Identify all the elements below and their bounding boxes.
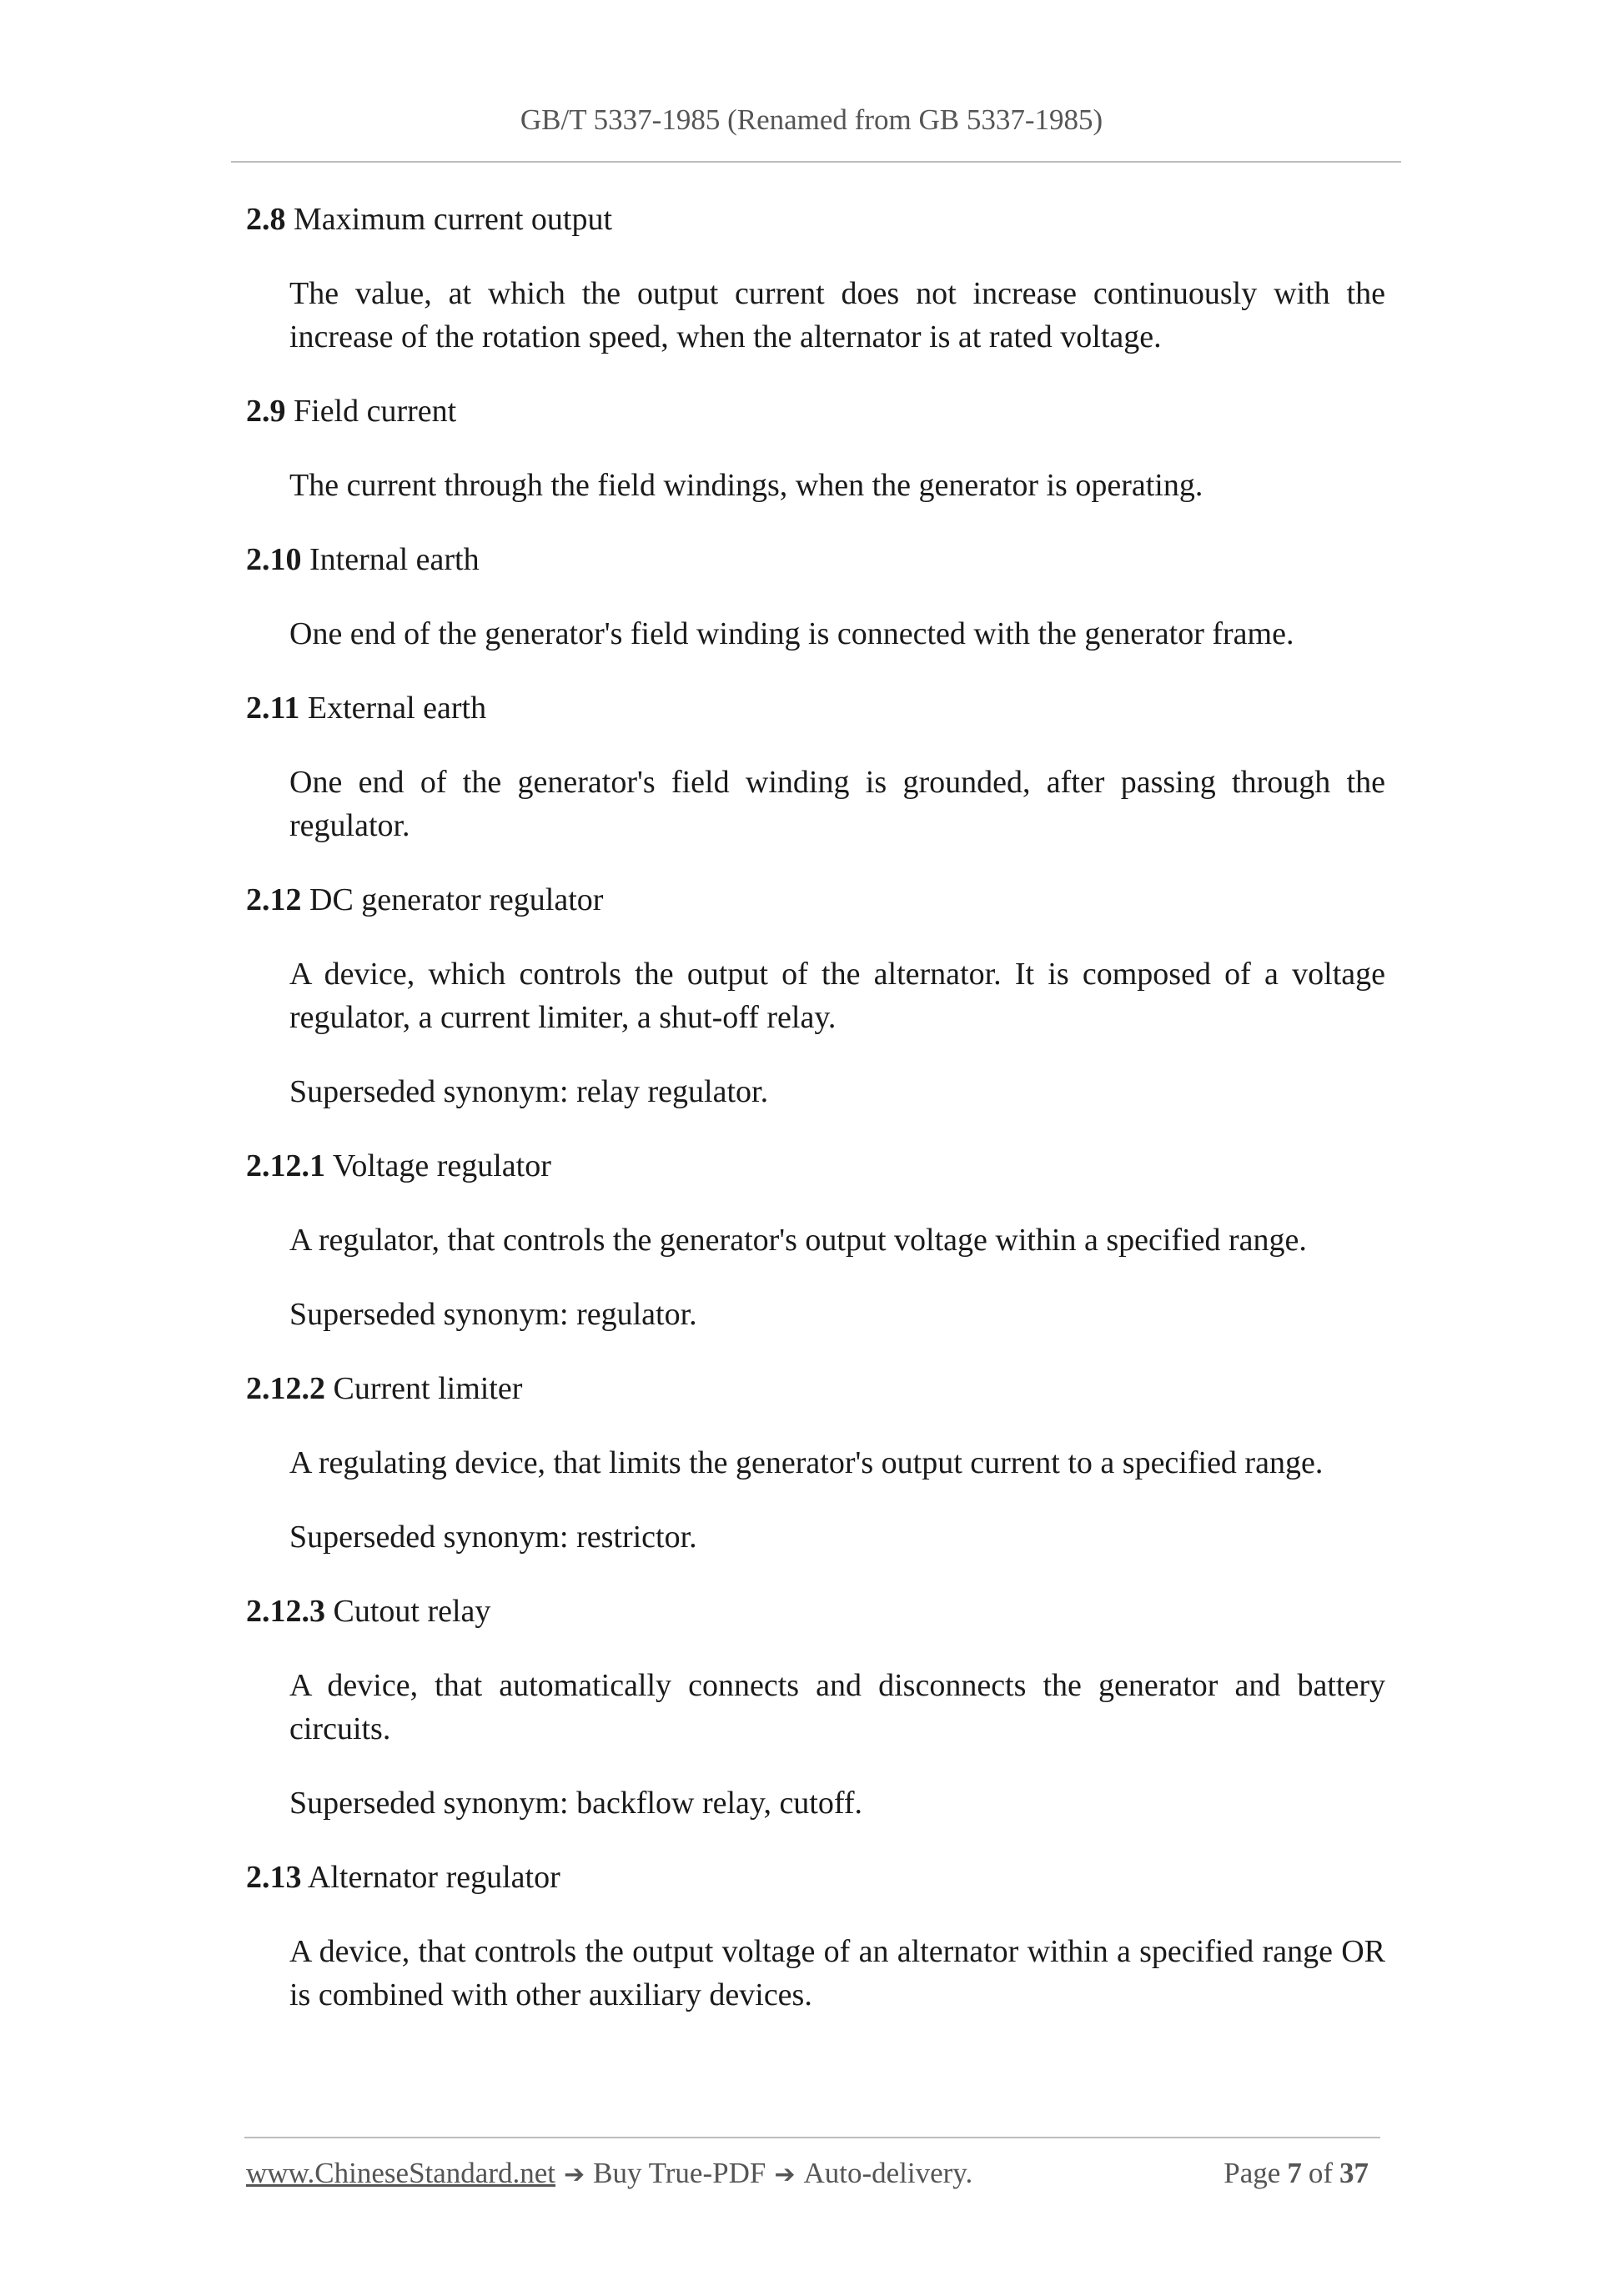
footer-left: [246, 2157, 972, 2190]
website-link[interactable]: www.ChineseStandard.net: [246, 2157, 555, 2189]
section-paragraph: One end of the generator's field winding is grounded, after passing through the regulator.: [289, 765, 1385, 843]
section-heading: [246, 389, 1385, 433]
section-title: Alternator regulator: [307, 1860, 560, 1895]
section-paragraph: A regulating device, that limits the generator's output current to a specified range.: [289, 1445, 1324, 1480]
section-heading: [246, 1367, 1385, 1410]
section-title: Internal earth: [309, 542, 480, 577]
page-label: Page: [1224, 2157, 1281, 2189]
section-number: 2.12.3: [246, 1594, 325, 1629]
section-number: 2.12.2: [246, 1371, 325, 1406]
section-paragraph: Superseded synonym: relay regulator.: [289, 1074, 769, 1109]
section-paragraph: Superseded synonym: restrictor.: [289, 1520, 697, 1555]
section-paragraph: A device, which controls the output of the alternator. It is composed of a voltage regulator, a current limiter, a shut-off relay.: [289, 957, 1385, 1035]
page-indicator: [1224, 2157, 1375, 2190]
section-title: Cutout relay: [333, 1594, 491, 1629]
section-title: Field current: [294, 394, 457, 429]
section-number: 2.11: [246, 691, 300, 726]
arrow-right-icon: ➔: [774, 2160, 796, 2189]
page-of-label: of: [1308, 2157, 1333, 2189]
section-title: Voltage regulator: [332, 1148, 551, 1183]
section-heading: [246, 538, 1385, 581]
section-number: 2.8: [246, 202, 286, 237]
section-paragraph: The current through the field windings, when the generator is operating.: [289, 468, 1203, 503]
section-paragraph: A regulator, that controls the generator's output voltage within a specified range.: [289, 1223, 1307, 1258]
section-paragraph: The value, at which the output current does not increase continuously with the increase of the rotation speed, when the alternator is at rated voltage.: [289, 276, 1385, 354]
section-number: 2.9: [246, 394, 286, 429]
section-paragraph: Superseded synonym: backflow relay, cutoff.: [289, 1786, 862, 1821]
section-number: 2.13: [246, 1860, 302, 1895]
footer-divider: [244, 2137, 1380, 2138]
header-divider: [231, 161, 1401, 163]
section-title: Current limiter: [333, 1371, 523, 1406]
section-heading: [246, 1856, 1385, 1899]
section-heading: [246, 686, 1385, 730]
footer-step-delivery: Auto-delivery.: [803, 2157, 973, 2189]
document-body: [246, 198, 1385, 2047]
section-heading: [246, 878, 1385, 922]
section-heading: [246, 198, 1385, 241]
section-heading: [246, 1590, 1385, 1633]
footer-step-buy: Buy True-PDF: [593, 2157, 766, 2189]
section-paragraph: A device, that automatically connects and disconnects the generator and battery circuits.: [289, 1668, 1385, 1746]
section-title: Maximum current output: [294, 202, 613, 237]
section-paragraph: A device, that controls the output voltage of an alternator within a specified range OR is combined with other auxiliary devices.: [289, 1934, 1385, 2012]
section-number: 2.10: [246, 542, 302, 577]
section-number: 2.12.1: [246, 1148, 325, 1183]
arrow-right-icon: ➔: [564, 2160, 585, 2189]
section-title: External earth: [307, 691, 487, 726]
section-paragraph: Superseded synonym: regulator.: [289, 1297, 697, 1332]
page-total: 37: [1339, 2157, 1369, 2189]
section-paragraph: One end of the generator's field winding is connected with the generator frame.: [289, 616, 1294, 651]
section-title: DC generator regulator: [309, 882, 604, 917]
section-heading: [246, 1144, 1385, 1188]
page-footer: [246, 2157, 1375, 2190]
page-current: 7: [1287, 2157, 1302, 2189]
section-number: 2.12: [246, 882, 302, 917]
page-header: GB/T 5337-1985 (Renamed from GB 5337-1985): [520, 103, 1103, 136]
